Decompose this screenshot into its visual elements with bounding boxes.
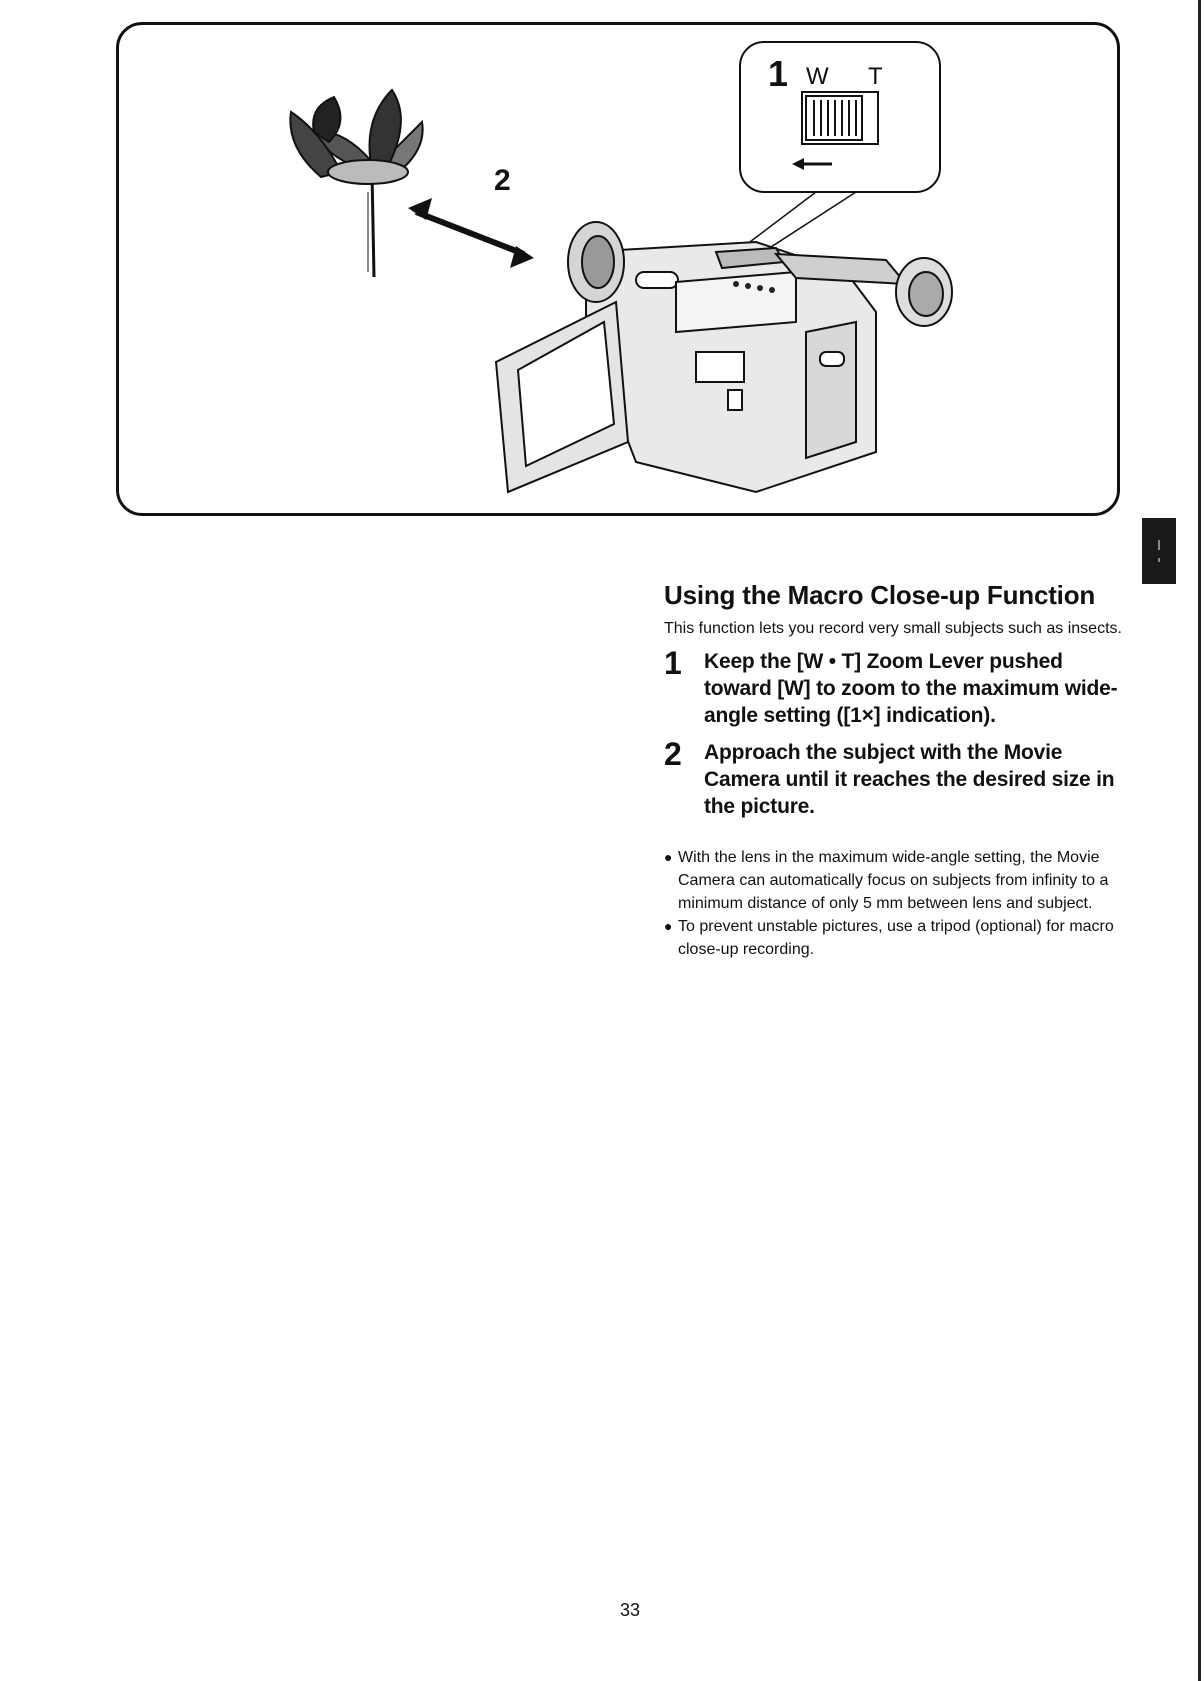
step-text: Approach the subject with the Movie Camera until it reaches the desired size in the picture. <box>704 741 1115 818</box>
note-item <box>664 846 1134 915</box>
note-text: With the lens in the maximum wide-angle setting, the Movie Camera can automatically focus on subjects from infinity to a minimum distance of only 5 mm between lens and subject. <box>678 849 1109 912</box>
section-intro: This function lets you record very small subjects such as insects. <box>664 620 1122 637</box>
macro-section <box>664 580 1134 961</box>
step-2 <box>664 736 1134 820</box>
step-number: 2 <box>664 736 682 772</box>
camcorder-illustration <box>496 222 952 492</box>
chapter-tab <box>1142 518 1176 584</box>
zoom-t-label: T <box>868 63 883 90</box>
butterfly-on-flower-illustration <box>290 90 422 277</box>
bullet-icon: ● <box>664 918 673 934</box>
page-edge <box>1198 0 1201 1681</box>
section-title: Using the Macro Close-up Function <box>664 580 1096 610</box>
note-text: To prevent unstable pictures, use a tripod (optional) for macro close-up recording. <box>678 918 1114 958</box>
notes-list <box>664 846 1134 961</box>
macro-illustration <box>116 22 1120 516</box>
note-item <box>664 915 1134 961</box>
step-text: Keep the [W • T] Zoom Lever pushed toward [W] to zoom to the maximum wide-angle setting ([1×] indication). <box>704 650 1118 727</box>
zoom-w-label: W <box>806 63 829 90</box>
bullet-icon: ● <box>664 849 673 865</box>
approach-step-label: 2 <box>494 164 511 197</box>
double-arrow-icon <box>408 198 534 268</box>
zoom-step-label: 1 <box>768 53 789 94</box>
zoom-lever-illustration <box>734 42 940 258</box>
step-1 <box>664 645 1134 729</box>
page-number: 33 <box>619 1600 641 1620</box>
step-number: 1 <box>664 645 682 681</box>
